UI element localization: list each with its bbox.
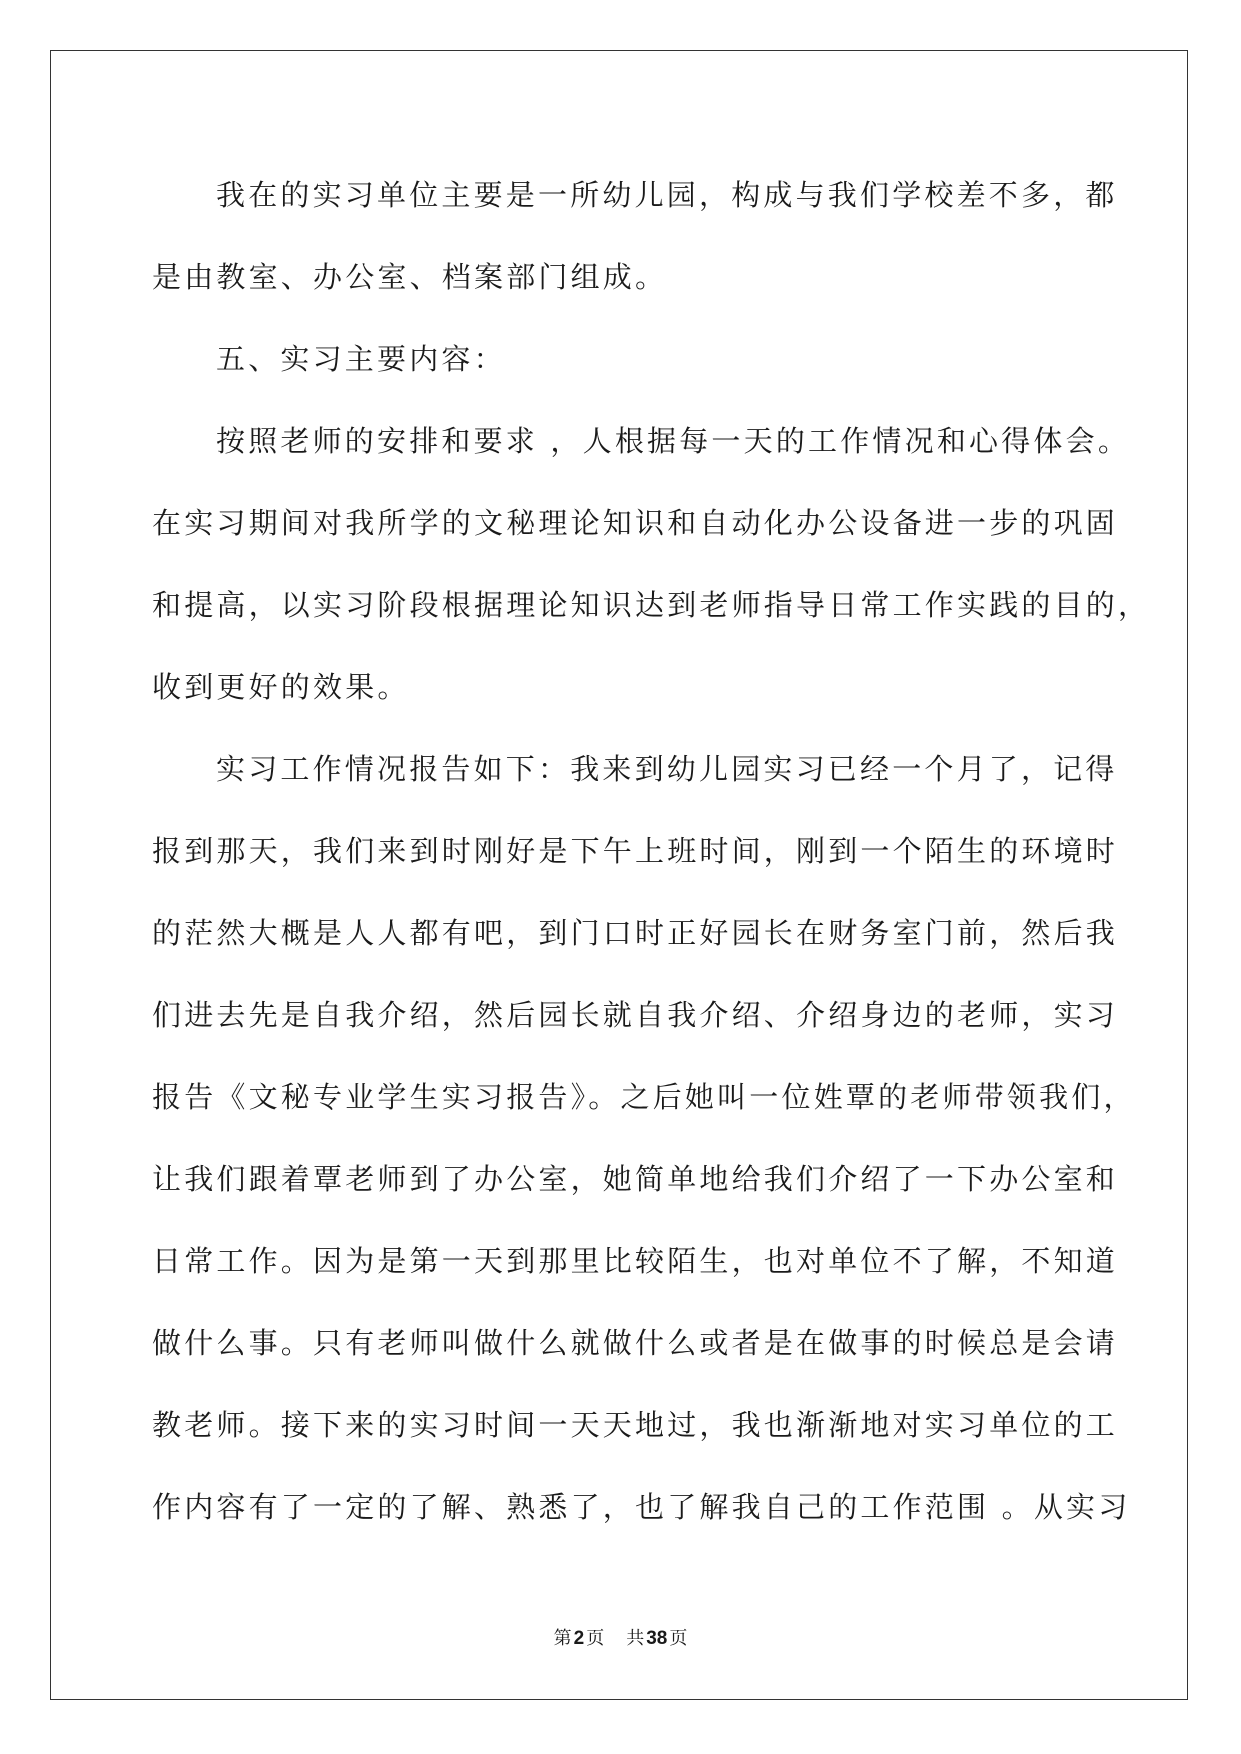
footer-prefix: 第 <box>553 1628 572 1649</box>
footer-total-unit: 页 <box>669 1628 688 1649</box>
current-page-number: 2 <box>573 1628 585 1649</box>
total-page-number: 38 <box>646 1628 668 1649</box>
text-line: 在实习期间对我所学的文秘理论知识和自动化办公设备进一步的巩固 <box>152 506 1119 540</box>
text-line: 按照老师的安排和要求 ，人根据每一天的工作情况和心得体会。 <box>216 424 1131 458</box>
footer-total-prefix: 共 <box>626 1628 645 1649</box>
page-footer <box>0 1624 1241 1650</box>
footer-page-unit: 页 <box>586 1628 605 1649</box>
text-line: 是由教室、办公室、档案部门组成。 <box>152 260 668 294</box>
text-line: 让我们跟着覃老师到了办公室，她简单地给我们介绍了一下办公室和 <box>152 1162 1119 1196</box>
text-line: 报到那天，我们来到时刚好是下午上班时间，刚到一个陌生的环境时 <box>152 834 1119 868</box>
document-body <box>152 160 1151 1554</box>
text-line: 作内容有了一定的了解、熟悉了，也了解我自己的工作范围 。从实习 <box>152 1490 1131 1524</box>
text-line: 们进去先是自我介绍，然后园长就自我介绍、介绍身边的老师，实习 <box>152 998 1119 1032</box>
text-line: 教老师。接下来的实习时间一天天地过，我也渐渐地对实习单位的工 <box>152 1408 1119 1442</box>
text-line: 的茫然大概是人人都有吧，到门口时正好园长在财务室门前，然后我 <box>152 916 1119 950</box>
text-line: 做什么事。只有老师叫做什么就做什么或者是在做事的时候总是会请 <box>152 1326 1119 1360</box>
text-line: 收到更好的效果。 <box>152 670 410 704</box>
text-line: 五、实习主要内容： <box>216 342 506 376</box>
text-line: 实习工作情况报告如下：我来到幼儿园实习已经一个月了，记得 <box>216 752 1118 786</box>
text-line: 日常工作。因为是第一天到那里比较陌生，也对单位不了解，不知道 <box>152 1244 1119 1278</box>
text-line: 报告《文秘专业学生实习报告》。之后她叫一位姓覃的老师带领我们， <box>152 1080 1136 1114</box>
text-line: 和提高，以实习阶段根据理论知识达到老师指导日常工作实践的目的， <box>152 588 1151 622</box>
text-line: 我在的实习单位主要是一所幼儿园，构成与我们学校差不多，都 <box>216 178 1118 212</box>
